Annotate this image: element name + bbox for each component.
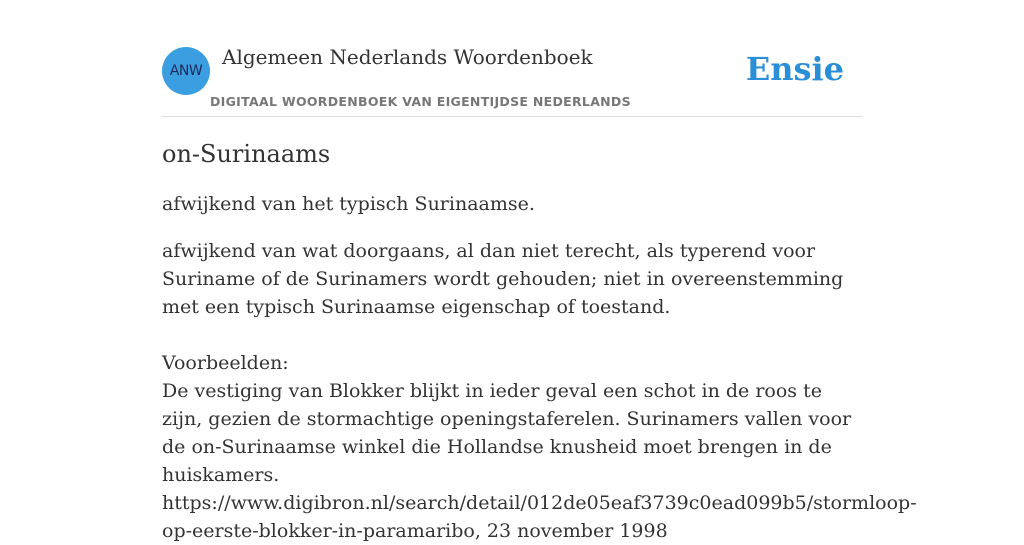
ensie-logo-link[interactable]: Ensie: [745, 50, 844, 88]
example-text: De vestiging van Blokker blijkt in ieder geval een schot in de roos te zijn, gezien de stormachtige openingstaferelen. Surinamers vallen voor de on-Surinaamse winkel die Hollandse knusheid moet brengen in de huiskamers.: [162, 380, 852, 486]
anw-logo[interactable]: ANW: [162, 47, 210, 95]
example-source: https://www.digibron.nl/search/detail/012de05eaf3739c0ead099b5/stormloop-op-eerste-blokker-in-paramaribo, 23 november 1998: [162, 492, 917, 542]
entry-content: [162, 137, 917, 545]
entry-term: on-Surinaams: [162, 140, 331, 168]
dictionary-subtitle: DIGITAAL WOORDENBOEK VAN EIGENTIJDSE NEDERLANDS: [210, 94, 631, 109]
full-definition: afwijkend van wat doorgaans, al dan niet terecht, als typerend voor Suriname of de Surinamers wordt gehouden; niet in overeenstemming met een typisch Surinaamse eigenschap of toestand.: [162, 240, 844, 318]
site-header: [162, 0, 862, 117]
short-definition: afwijkend van het typisch Surinaamse.: [162, 193, 535, 215]
dictionary-title[interactable]: Algemeen Nederlands Woordenboek: [222, 45, 593, 69]
examples-label: Voorbeelden:: [162, 352, 289, 374]
